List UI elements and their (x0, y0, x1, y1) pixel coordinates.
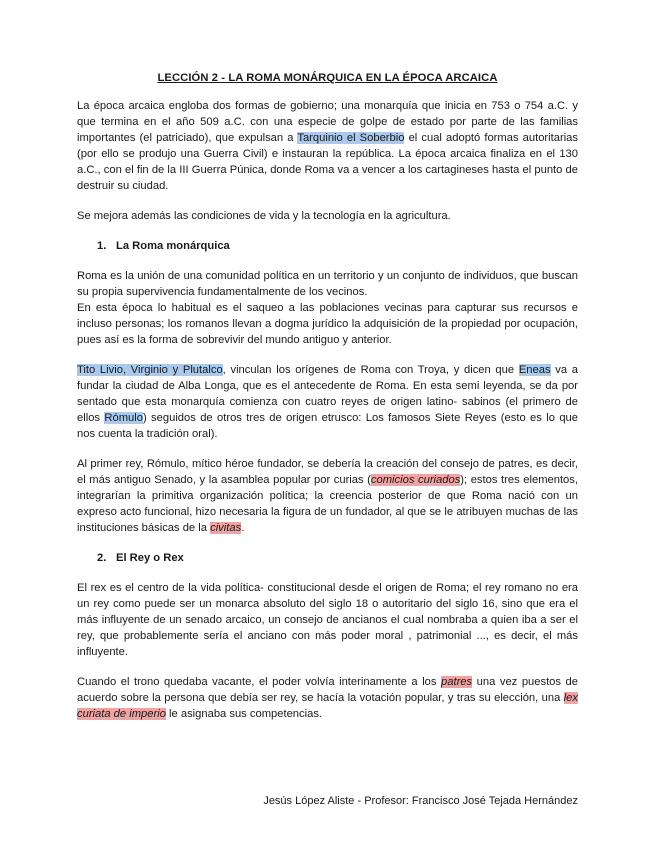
section-number: 1. (97, 240, 107, 252)
text-run: ); estos tres elementos, integrarían la primitiva organización política; la creencia posterior de que Roma nació con un expreso acto funcional, hizo necesaria la figura de un fundador, al que se le atribuyen muchas de las instituciones básicas de la (77, 474, 578, 534)
text-run: va a fundar la ciudad de Alba Longa, que es el antecedente de Roma. En esta semi leyenda, se da por sentado que esta monarquía comienza con cuatro reyes de origen latino- sabinos (el primero de ellos (77, 364, 578, 424)
section-1-paragraph-4 (77, 456, 578, 536)
highlight-comicios: comicios curiados (370, 474, 461, 486)
page-footer: Jesús López Aliste - Profesor: Francisco José Tejada Hernández (263, 795, 578, 807)
section-title: El Rey o Rex (116, 552, 184, 564)
text-run: Al primer rey, Rómulo, mítico héroe fundador, se debería la creación del consejo de patres, es decir, el más antiguo Senado, y la asamblea popular por curias ( (77, 458, 578, 486)
text-run: ) seguidos de otros tres de origen etrusco: Los famosos Siete Reyes (esto es lo que nos cuenta la tradición oral). (77, 412, 578, 440)
text-run: Cuando el trono quedaba vacante, el poder volvía interinamente a los (77, 676, 442, 688)
text-run: . (241, 522, 245, 534)
section-2-paragraph-1: El rex es el centro de la vida política- constitucional desde el origen de Roma; el rey romano no era un rey como puede ser un monarca absoluto del siglo 18 o autoritario del siglo 16, sino que era el más influyente de un senado arcaico, un consejo de ancianos el cual nombraba a quien iba a ser el rey, que probablemente sería el anciano con más poder moral , patrimonial ..., es decir, el más influyente. (77, 582, 578, 658)
highlight-lex-curiata: lex curiata de imperio (77, 692, 578, 720)
document-page (77, 72, 578, 722)
text-run: La época arcaica engloba dos formas de gobierno; una monarquía que inicia en 753 o 754 a.C. y que termina en el año 509 a.C. con una especie de golpe de estado por parte de las familias importantes (el patriciado), que expulsan a (77, 100, 578, 144)
section-number: 2. (97, 552, 107, 564)
text-run: , vinculan los orígenes de Roma con Troya, y dicen que (222, 364, 519, 376)
highlight-eneas: Eneas (518, 364, 551, 376)
highlight-romulo: Rómulo (104, 412, 143, 424)
highlight-tarquinio: Tarquinio el Soberbio (297, 132, 405, 144)
highlight-patres: patres (441, 676, 473, 688)
intro-paragraph-2: Se mejora además las condiciones de vida y la tecnología en la agricultura. (77, 210, 451, 222)
section-1-paragraph-1: Roma es la unión de una comunidad política en un territorio y un conjunto de individuos, que buscan su propia supervivencia fundamentalmente de los vecinos. (77, 270, 578, 298)
intro-paragraph-1 (77, 98, 578, 194)
highlight-civitas: civitas (210, 522, 242, 534)
section-1-paragraph-3 (77, 362, 578, 442)
text-run: le asignaba sus competencias. (165, 708, 323, 720)
section-2-heading (77, 550, 578, 566)
text-run: el cual adoptó formas autoritarias (por ello se produjo una Guerra Civil) e instauran la república. La época arcaica finaliza en el 130 a.C., con el fin de la III Guerra Púnica, donde Roma va a vencer a los cartagineses hasta el punto de destruir su ciudad. (77, 132, 578, 192)
section-2-paragraph-2 (77, 674, 578, 722)
section-title: La Roma monárquica (116, 240, 230, 252)
document-title: LECCIÓN 2 - LA ROMA MONÁRQUICA EN LA ÉPOCA ARCAICA (157, 72, 498, 84)
section-1-heading (77, 238, 578, 254)
highlight-authors: Tito Livio, Virginio y Plutalco (77, 364, 223, 376)
text-run: una vez puestos de acuerdo sobre la persona que debía ser rey, se hacía la votación popular, y tras su elección, una (77, 676, 578, 704)
section-1-paragraph-2: En esta época lo habitual es el saqueo a las poblaciones vecinas para capturar sus recursos e incluso personas; los romanos llevan a dogma jurídico la adquisición de la propiedad por ocupación, pues así es la forma de sobrevivir del mundo antiguo y anterior. (77, 302, 578, 346)
